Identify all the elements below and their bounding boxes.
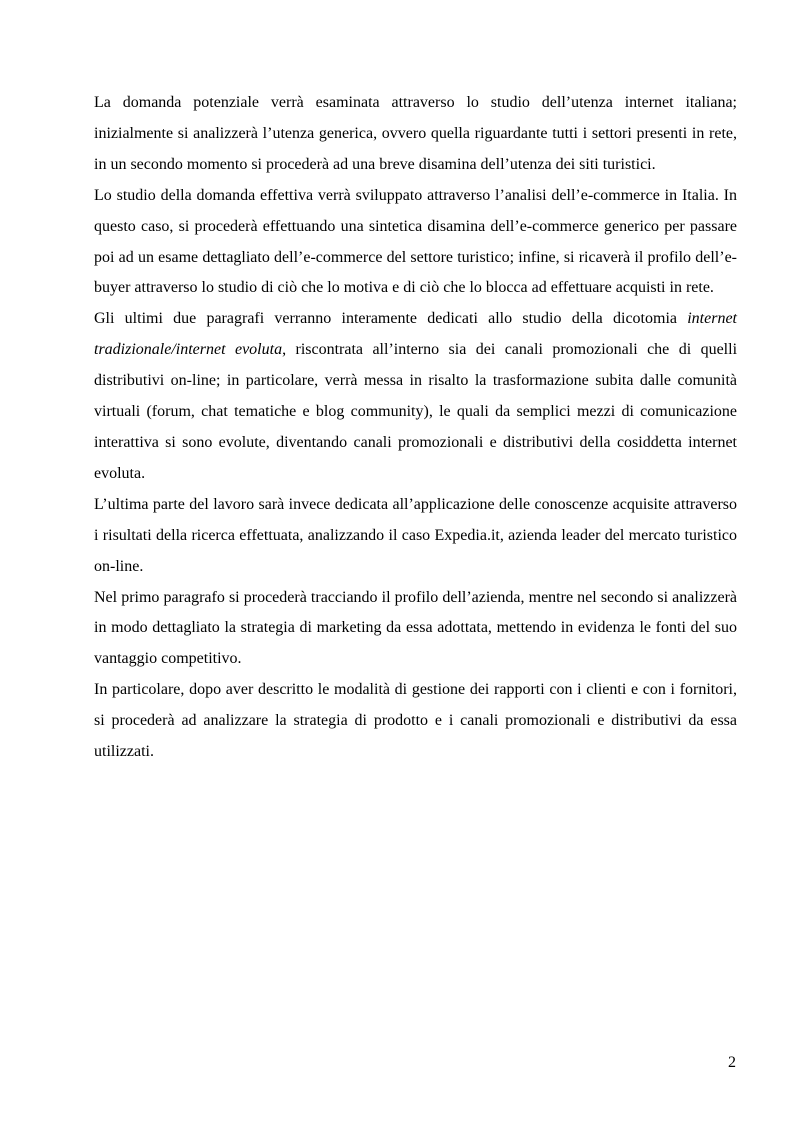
paragraph-3-text-end: , riscontrata all’interno sia dei canali promozionali che di quelli distributivi on-line; in particolare, verrà messa in risalto la trasformazione subita dalle comunità virtuali (forum, chat tematiche e blog community), le quali da semplici mezzi di comunicazione interattiva si sono evolute, diventando canali promozionali e distributivi della cosiddetta internet evoluta. xyxy=(94,341,738,482)
paragraph-6 xyxy=(94,675,737,768)
paragraph-4 xyxy=(94,490,737,583)
paragraph-2 xyxy=(94,181,737,305)
paragraph-3-text-start: Gli ultimi due paragrafi verranno interamente dedicati allo studio della dicotomia xyxy=(94,310,688,328)
paragraph-6-text: In particolare, dopo aver descritto le modalità di gestione dei rapporti con i clienti e con i fornitori, si procederà ad analizzare la strategia di prodotto e i canali promozionali e distributivi da essa utilizzati. xyxy=(94,681,737,761)
paragraph-4-text: L’ultima parte del lavoro sarà invece dedicata all’applicazione delle conoscenze acquisite attraverso i risultati della ricerca effettuata, analizzando il caso Expedia.it, azienda leader del mercato turistico on-line. xyxy=(94,495,737,575)
paragraph-3-italic-term: internet tradizionale/internet evoluta xyxy=(94,310,737,359)
body-text xyxy=(94,88,737,768)
page-number: 2 xyxy=(728,1054,736,1071)
paragraph-2-text: Lo studio della domanda effettiva verrà sviluppato attraverso l’analisi dell’e-commerce in Italia. In questo caso, si procederà effettuando una sintetica disamina dell’e-commerce generico per passare poi ad un esame dettagliato dell’e-commerce del settore turistico; infine, si ricaverà il profilo dell’e-buyer attraverso lo studio di ciò che lo motiva e di ciò che lo blocca ad effettuare acquisti in rete. xyxy=(94,186,737,297)
paragraph-3 xyxy=(94,304,737,489)
paragraph-5-text: Nel primo paragrafo si procederà tracciando il profilo dell’azienda, mentre nel secondo si analizzerà in modo dettagliato la strategia di marketing da essa adottata, mettendo in evidenza le fonti del suo vantaggio competitivo. xyxy=(94,588,737,668)
paragraph-5 xyxy=(94,583,737,676)
paragraph-1 xyxy=(94,88,737,181)
paragraph-1-text: La domanda potenziale verrà esaminata attraverso lo studio dell’utenza internet italiana; inizialmente si analizzerà l’utenza generica, ovvero quella riguardante tutti i settori presenti in rete, in un secondo momento si procederà ad una breve disamina dell’utenza dei siti turistici. xyxy=(94,94,737,173)
